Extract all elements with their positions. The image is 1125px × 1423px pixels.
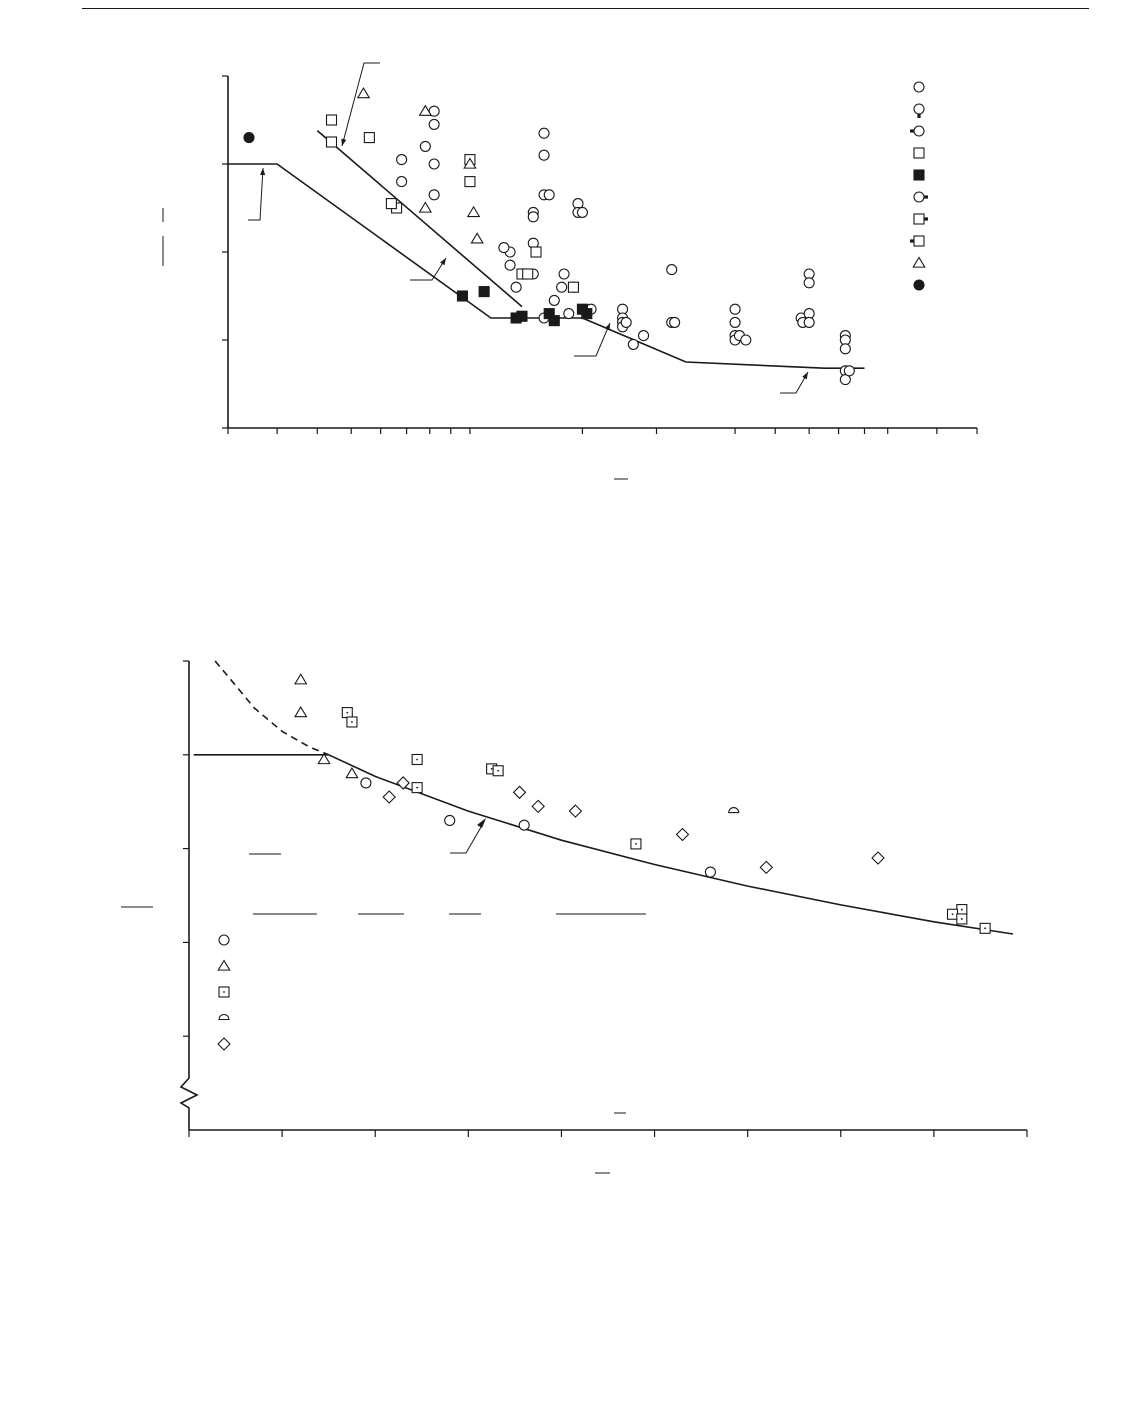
chart2-point-circle-shape	[361, 778, 371, 788]
chart2-curve-3	[329, 755, 1013, 934]
chart2-point-square-dot-dot	[961, 909, 963, 911]
chart2-point-diamond-shape	[532, 800, 544, 812]
chart2-point-square-dot	[342, 708, 352, 718]
chart2-point-circle	[445, 815, 455, 825]
chart2-point-diamond	[676, 829, 688, 841]
chart2-point-square-dot-dot	[961, 918, 963, 920]
chart2-point-circle-shape	[445, 815, 455, 825]
chart2-point-circle	[361, 778, 371, 788]
chart2-point-diamond-shape	[397, 777, 409, 789]
chart2-point-square-dot-dot	[491, 768, 493, 770]
chart2-point-diamond-shape	[676, 829, 688, 841]
chart2-legend-marker-circle	[219, 935, 229, 945]
chart2-point-diamond-shape	[760, 861, 772, 873]
chart2-point-triangle	[346, 768, 358, 778]
chart2-point-square-dot-dot	[346, 712, 348, 714]
chart2-point-square-dot	[493, 766, 503, 776]
chart2-curve-2	[215, 661, 329, 755]
chart2-point-square-dot	[948, 909, 958, 919]
chart2-y-axis	[181, 661, 197, 1130]
chart2-point-circle-shape	[705, 867, 715, 877]
chart2-point-circle	[519, 820, 529, 830]
chart2-point-diamond	[872, 852, 884, 864]
chart2-point-diamond	[760, 861, 772, 873]
chart2-legend-marker-square-dot-dot	[223, 991, 225, 993]
chart2-point-square-dot	[347, 717, 357, 727]
chart2-legend-marker-square-dot	[219, 987, 229, 997]
chart2-point-diamond	[397, 777, 409, 789]
chart2-annotation-arrowhead	[477, 818, 486, 828]
chart2-legend-marker-triangle	[218, 961, 230, 971]
chart2-legend-marker-triangle-shape	[218, 961, 230, 971]
chart2-point-diamond-shape	[383, 791, 395, 803]
chart2-point-square-dot	[957, 914, 967, 924]
chart2-legend-marker-diamond	[218, 1038, 230, 1050]
chart2-point-square-dot	[980, 923, 990, 933]
chart2-point-square-dot-dot	[984, 927, 986, 929]
chart2-point-square-dot-dot	[416, 787, 418, 789]
chart2-point-diamond	[383, 791, 395, 803]
chart2-point-diamond-shape	[569, 805, 581, 817]
chart2-point-diamond	[514, 786, 526, 798]
chart2-point-square-dot	[631, 839, 641, 849]
chart2-point-square-dot-dot	[497, 770, 499, 772]
chart2-point-circle-shape	[519, 820, 529, 830]
chart2-annotation-leader	[450, 822, 484, 853]
chart2-point-square-dot	[412, 754, 422, 764]
chart2-point-square-dot-dot	[952, 913, 954, 915]
chart2-point-triangle	[295, 674, 307, 684]
chart2-point-diamond-shape	[872, 852, 884, 864]
chart2-legend-marker-half-circle	[219, 1015, 229, 1020]
chart2-point-square-dot-dot	[351, 721, 353, 723]
chart2-legend-marker-circle-shape	[219, 935, 229, 945]
chart2-point-square-dot-dot	[635, 843, 637, 845]
chart2-point-triangle-shape	[295, 707, 307, 717]
chart2-point-triangle-shape	[346, 768, 358, 778]
chart2-point-circle	[705, 867, 715, 877]
chart2-point-triangle-shape	[295, 674, 307, 684]
chart2-point-triangle	[295, 707, 307, 717]
chart2-legend-marker-diamond-shape	[218, 1038, 230, 1050]
chart2-legend-marker-half-circle-shape	[219, 1015, 229, 1020]
chart2-point-square-dot-dot	[416, 759, 418, 761]
chart2-point-square-dot	[957, 905, 967, 915]
chart2-point-half-circle-shape	[729, 808, 739, 813]
chart2-point-diamond	[569, 805, 581, 817]
chart2-point-diamond-shape	[514, 786, 526, 798]
chart2-point-square-dot	[412, 783, 422, 793]
chart2-point-half-circle	[729, 808, 739, 813]
chart2-point-diamond	[532, 800, 544, 812]
